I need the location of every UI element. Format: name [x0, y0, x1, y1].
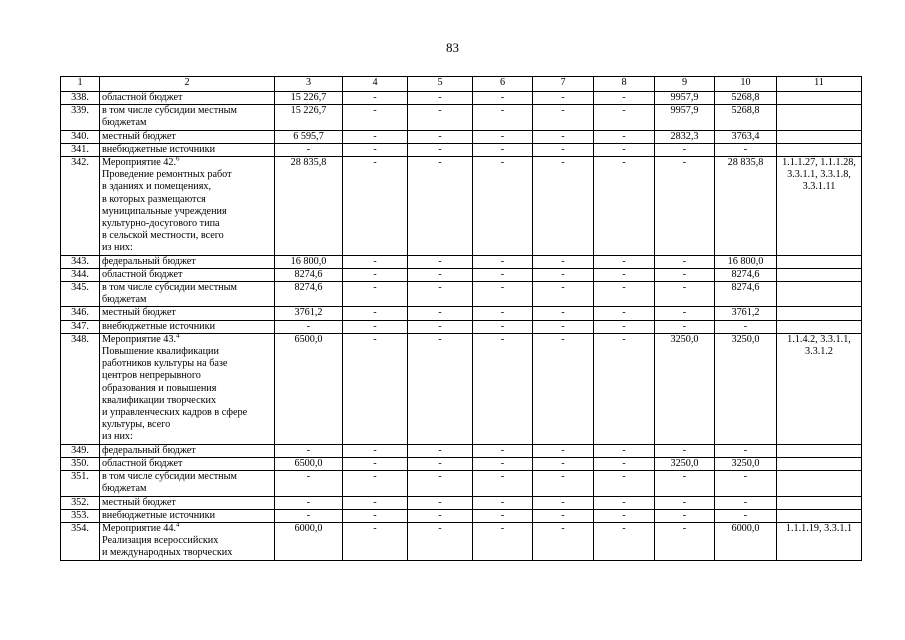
value-cell: - — [473, 268, 533, 281]
value-cell: - — [343, 307, 408, 320]
value-cell: - — [594, 496, 655, 509]
reference-cell — [777, 320, 862, 333]
value-cell: - — [594, 471, 655, 496]
table-row — [61, 471, 862, 496]
value-cell: - — [533, 509, 594, 522]
value-cell: - — [275, 496, 343, 509]
value-cell: 8274,6 — [275, 282, 343, 307]
value-cell: 3250,0 — [655, 333, 715, 444]
column-header: 3 — [275, 77, 343, 92]
value-cell: 3250,0 — [655, 457, 715, 470]
budget-table — [60, 76, 862, 561]
value-cell: - — [533, 457, 594, 470]
row-name-text: Мероприятие 42. — [102, 157, 177, 169]
table-row — [61, 522, 862, 560]
value-cell: - — [533, 157, 594, 256]
value-cell: - — [343, 320, 408, 333]
table-row — [61, 255, 862, 268]
value-cell: 15 226,7 — [275, 92, 343, 105]
value-cell: - — [533, 143, 594, 156]
value-cell: - — [533, 255, 594, 268]
reference-cell — [777, 444, 862, 457]
value-cell: - — [408, 282, 473, 307]
table-row — [61, 444, 862, 457]
row-number: 350. — [61, 457, 100, 470]
reference-cell — [777, 105, 862, 130]
footnote-mark: 4 — [176, 333, 180, 340]
column-header: 4 — [343, 77, 408, 92]
row-number: 346. — [61, 307, 100, 320]
value-cell: - — [594, 307, 655, 320]
row-name — [100, 320, 275, 333]
footnote-mark: 4 — [176, 522, 180, 529]
value-cell: - — [343, 333, 408, 444]
value-cell: - — [408, 444, 473, 457]
row-number: 352. — [61, 496, 100, 509]
value-cell: 3761,2 — [275, 307, 343, 320]
row-name — [100, 255, 275, 268]
value-cell: - — [655, 307, 715, 320]
reference-cell — [777, 471, 862, 496]
value-cell: - — [533, 444, 594, 457]
table-row — [61, 320, 862, 333]
value-cell: 15 226,7 — [275, 105, 343, 130]
value-cell: 3761,2 — [715, 307, 777, 320]
value-cell: - — [408, 457, 473, 470]
value-cell: - — [343, 496, 408, 509]
value-cell: - — [275, 143, 343, 156]
reference-cell: 1.1.1.27, 1.1.1.28, 3.3.1.1, 3.3.1.8, 3.3.1.11 — [777, 157, 862, 256]
value-cell: - — [533, 307, 594, 320]
reference-cell: 1.1.1.19, 3.3.1.1 — [777, 522, 862, 560]
value-cell: - — [408, 307, 473, 320]
row-number: 354. — [61, 522, 100, 560]
value-cell: 6500,0 — [275, 457, 343, 470]
value-cell: 28 835,8 — [275, 157, 343, 256]
table-row — [61, 268, 862, 281]
value-cell: - — [655, 255, 715, 268]
value-cell: - — [473, 522, 533, 560]
value-cell: - — [473, 130, 533, 143]
table-row — [61, 143, 862, 156]
row-number: 344. — [61, 268, 100, 281]
value-cell: - — [343, 268, 408, 281]
column-header: 8 — [594, 77, 655, 92]
row-name — [100, 143, 275, 156]
value-cell: - — [408, 105, 473, 130]
value-cell: - — [533, 130, 594, 143]
value-cell: - — [473, 333, 533, 444]
value-cell: - — [343, 522, 408, 560]
row-name — [100, 333, 275, 444]
row-name — [100, 282, 275, 307]
column-header: 7 — [533, 77, 594, 92]
row-number: 339. — [61, 105, 100, 130]
value-cell: - — [408, 255, 473, 268]
row-name-text: внебюджетные источники — [102, 509, 216, 521]
column-header: 11 — [777, 77, 862, 92]
row-name-description: Реализация всероссийских и международных творческих — [102, 535, 233, 559]
value-cell: - — [408, 157, 473, 256]
value-cell: - — [533, 496, 594, 509]
value-cell: - — [594, 130, 655, 143]
value-cell: - — [408, 509, 473, 522]
value-cell: - — [343, 509, 408, 522]
value-cell: - — [473, 92, 533, 105]
value-cell: 3763,4 — [715, 130, 777, 143]
value-cell: - — [533, 471, 594, 496]
value-cell: - — [473, 444, 533, 457]
row-number: 347. — [61, 320, 100, 333]
value-cell: - — [715, 509, 777, 522]
value-cell: 16 800,0 — [715, 255, 777, 268]
row-name — [100, 268, 275, 281]
row-number: 342. — [61, 157, 100, 256]
value-cell: - — [343, 255, 408, 268]
value-cell: - — [594, 522, 655, 560]
reference-cell — [777, 92, 862, 105]
value-cell: - — [655, 268, 715, 281]
value-cell: - — [343, 282, 408, 307]
row-name-text: областной бюджет — [102, 268, 183, 280]
value-cell: - — [594, 105, 655, 130]
reference-cell — [777, 255, 862, 268]
value-cell: - — [473, 457, 533, 470]
value-cell: - — [473, 509, 533, 522]
value-cell: 6000,0 — [275, 522, 343, 560]
value-cell: 8274,6 — [715, 282, 777, 307]
value-cell: - — [533, 268, 594, 281]
value-cell: - — [655, 320, 715, 333]
row-name — [100, 444, 275, 457]
value-cell: - — [533, 522, 594, 560]
row-name — [100, 157, 275, 256]
reference-cell: 1.1.4.2, 3.3.1.1, 3.3.1.2 — [777, 333, 862, 444]
table-body — [61, 92, 862, 561]
reference-cell — [777, 496, 862, 509]
row-name — [100, 522, 275, 560]
value-cell: - — [343, 92, 408, 105]
row-name-text: федеральный бюджет — [102, 255, 196, 267]
value-cell: - — [594, 268, 655, 281]
table-row — [61, 457, 862, 470]
value-cell: - — [715, 320, 777, 333]
row-name — [100, 496, 275, 509]
value-cell: 9957,9 — [655, 92, 715, 105]
value-cell: 2832,3 — [655, 130, 715, 143]
value-cell: 8274,6 — [715, 268, 777, 281]
value-cell: - — [715, 444, 777, 457]
row-name-text: областной бюджет — [102, 457, 183, 469]
value-cell: - — [343, 105, 408, 130]
row-name-text: внебюджетные источники — [102, 143, 216, 155]
column-header: 6 — [473, 77, 533, 92]
value-cell: - — [343, 157, 408, 256]
column-header: 2 — [100, 77, 275, 92]
reference-cell — [777, 268, 862, 281]
row-number: 345. — [61, 282, 100, 307]
row-name-text: местный бюджет — [102, 307, 176, 319]
row-number: 353. — [61, 509, 100, 522]
row-name — [100, 105, 275, 130]
value-cell: - — [343, 457, 408, 470]
value-cell: - — [473, 307, 533, 320]
value-cell: - — [473, 157, 533, 256]
column-header: 9 — [655, 77, 715, 92]
column-header: 1 — [61, 77, 100, 92]
reference-cell — [777, 457, 862, 470]
value-cell: - — [473, 143, 533, 156]
value-cell: - — [715, 143, 777, 156]
page-number: 83 — [446, 40, 459, 55]
row-name-text: внебюджетные источники — [102, 320, 216, 332]
row-number: 343. — [61, 255, 100, 268]
value-cell: - — [408, 143, 473, 156]
value-cell: 8274,6 — [275, 268, 343, 281]
value-cell: - — [533, 105, 594, 130]
row-number: 349. — [61, 444, 100, 457]
value-cell: 5268,8 — [715, 92, 777, 105]
value-cell: - — [715, 471, 777, 496]
value-cell: - — [275, 471, 343, 496]
value-cell: 6500,0 — [275, 333, 343, 444]
value-cell: - — [655, 444, 715, 457]
value-cell: - — [655, 522, 715, 560]
value-cell: - — [408, 268, 473, 281]
reference-cell — [777, 282, 862, 307]
table-row — [61, 130, 862, 143]
row-number: 340. — [61, 130, 100, 143]
row-name — [100, 471, 275, 496]
value-cell: - — [408, 320, 473, 333]
reference-cell — [777, 143, 862, 156]
column-header: 10 — [715, 77, 777, 92]
value-cell: - — [473, 282, 533, 307]
value-cell: - — [594, 157, 655, 256]
table-row — [61, 92, 862, 105]
value-cell: - — [715, 496, 777, 509]
value-cell: - — [343, 471, 408, 496]
table-row — [61, 157, 862, 256]
value-cell: - — [343, 143, 408, 156]
table-row — [61, 105, 862, 130]
table-row — [61, 496, 862, 509]
table-row — [61, 307, 862, 320]
row-name-text: в том числе субсидии местным бюджетам — [102, 282, 237, 306]
value-cell: - — [655, 471, 715, 496]
value-cell: - — [473, 320, 533, 333]
value-cell: - — [473, 105, 533, 130]
value-cell: - — [408, 471, 473, 496]
row-name-text: федеральный бюджет — [102, 444, 196, 456]
value-cell: - — [594, 143, 655, 156]
row-name-text: местный бюджет — [102, 130, 176, 142]
value-cell: 5268,8 — [715, 105, 777, 130]
value-cell: 3250,0 — [715, 333, 777, 444]
value-cell: 3250,0 — [715, 457, 777, 470]
row-name-description: Повышение квалификации работников культуры на базе центров непрерывного образования и повышения квалификации творческих и управленческих кадров в сфере культуры, всего из них: — [102, 346, 248, 443]
reference-cell — [777, 130, 862, 143]
value-cell: - — [473, 255, 533, 268]
table-row — [61, 333, 862, 444]
row-name — [100, 92, 275, 105]
value-cell: - — [594, 92, 655, 105]
row-name — [100, 130, 275, 143]
value-cell: - — [408, 496, 473, 509]
value-cell: - — [655, 496, 715, 509]
header-row — [61, 77, 862, 92]
value-cell: - — [343, 130, 408, 143]
table-row — [61, 282, 862, 307]
value-cell: - — [594, 509, 655, 522]
value-cell: - — [533, 333, 594, 444]
row-name-text: местный бюджет — [102, 496, 176, 508]
column-header: 5 — [408, 77, 473, 92]
row-name — [100, 457, 275, 470]
reference-cell — [777, 307, 862, 320]
row-number: 338. — [61, 92, 100, 105]
row-name-text: в том числе субсидии местным бюджетам — [102, 105, 237, 129]
value-cell: - — [594, 255, 655, 268]
value-cell: - — [655, 143, 715, 156]
value-cell: - — [275, 444, 343, 457]
row-name — [100, 509, 275, 522]
table-row — [61, 509, 862, 522]
value-cell: - — [473, 471, 533, 496]
row-number: 351. — [61, 471, 100, 496]
value-cell: - — [408, 333, 473, 444]
value-cell: - — [408, 92, 473, 105]
value-cell: - — [594, 457, 655, 470]
value-cell: 6 595,7 — [275, 130, 343, 143]
value-cell: - — [473, 496, 533, 509]
value-cell: - — [594, 444, 655, 457]
value-cell: - — [655, 157, 715, 256]
reference-cell — [777, 509, 862, 522]
value-cell: - — [594, 320, 655, 333]
value-cell: 28 835,8 — [715, 157, 777, 256]
row-name-text: областной бюджет — [102, 92, 183, 103]
row-number: 341. — [61, 143, 100, 156]
row-name-description: Проведение ремонтных работ в зданиях и помещениях, в которых размещаются муниципальные учреждения культурно-досугового типа в сельской местности, всего из них: — [102, 169, 232, 254]
value-cell: - — [408, 522, 473, 560]
value-cell: 9957,9 — [655, 105, 715, 130]
value-cell: - — [655, 509, 715, 522]
value-cell: - — [343, 444, 408, 457]
value-cell: - — [533, 282, 594, 307]
row-name — [100, 307, 275, 320]
value-cell: - — [594, 282, 655, 307]
value-cell: 16 800,0 — [275, 255, 343, 268]
value-cell: 6000,0 — [715, 522, 777, 560]
value-cell: - — [275, 320, 343, 333]
value-cell: - — [533, 320, 594, 333]
row-name-text: Мероприятие 43. — [102, 333, 177, 345]
row-name-text: в том числе субсидии местным бюджетам — [102, 471, 237, 495]
row-name-text: Мероприятие 44. — [102, 522, 177, 534]
row-number: 348. — [61, 333, 100, 444]
value-cell: - — [408, 130, 473, 143]
value-cell: - — [655, 282, 715, 307]
value-cell: - — [533, 92, 594, 105]
value-cell: - — [275, 509, 343, 522]
value-cell: - — [594, 333, 655, 444]
footnote-mark: 6 — [176, 156, 180, 163]
